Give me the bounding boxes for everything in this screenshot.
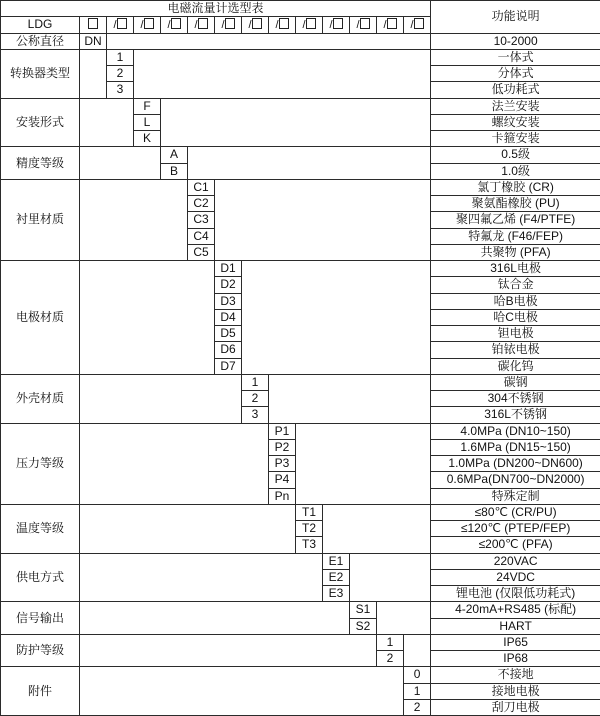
desc-cell: 螺纹安装 (431, 114, 600, 130)
desc-cell: 碳化钨 (431, 358, 600, 374)
category-label-pressure-class: 压力等级 (1, 423, 80, 504)
desc-cell: ≤80℃ (CR/PU) (431, 504, 600, 520)
code-slot-cell (350, 17, 377, 33)
checkbox-icon (144, 18, 154, 29)
code-cell: 1 (242, 374, 269, 390)
code-cell: 1 (107, 49, 134, 65)
spacer-cell (80, 423, 269, 504)
category-label-signal-output: 信号输出 (1, 602, 80, 635)
checkbox-icon (198, 18, 208, 29)
category-label-power-supply: 供电方式 (1, 553, 80, 602)
desc-cell: 法兰安装 (431, 98, 600, 114)
slash-prefix: / (275, 18, 279, 31)
model-code-label: LDG (1, 17, 80, 33)
spacer-cell (134, 49, 431, 98)
code-cell: C4 (188, 228, 215, 244)
desc-cell: 哈B电极 (431, 293, 600, 309)
code-cell: C1 (188, 179, 215, 195)
code-cell: D4 (215, 309, 242, 325)
spacer-cell (80, 504, 296, 553)
desc-cell: 316L不锈钢 (431, 407, 600, 423)
desc-cell: 304不锈钢 (431, 391, 600, 407)
table-row (1, 423, 600, 439)
slash-prefix: / (140, 18, 144, 31)
table-row (1, 147, 600, 163)
spacer-cell (107, 33, 431, 49)
spacer-cell (80, 49, 107, 98)
spacer-cell (377, 602, 431, 635)
spacer-cell (80, 179, 188, 260)
code-slot-cell (134, 17, 161, 33)
code-cell: 2 (242, 391, 269, 407)
checkbox-icon (252, 18, 262, 29)
table-title: 电磁流量计选型表 (1, 1, 431, 17)
slash-prefix: / (221, 18, 225, 31)
checkbox-icon (360, 18, 370, 29)
code-cell: D1 (215, 261, 242, 277)
desc-cell: 聚氨酯橡胶 (PU) (431, 196, 600, 212)
title-row (1, 1, 600, 17)
code-slot-cell (323, 17, 350, 33)
spacer-cell (80, 147, 161, 180)
spacer-cell (80, 374, 242, 423)
code-cell: 0 (404, 667, 431, 683)
category-label-lining-material: 衬里材质 (1, 179, 80, 260)
desc-cell: IP68 (431, 651, 600, 667)
code-slot-cell (269, 17, 296, 33)
table-row (1, 602, 600, 618)
category-label-temperature-class: 温度等级 (1, 504, 80, 553)
desc-cell: 钛合金 (431, 277, 600, 293)
desc-cell: 聚四氟乙烯 (F4/PTFE) (431, 212, 600, 228)
desc-cell: 特氟龙 (F46/FEP) (431, 228, 600, 244)
desc-cell: 铂铱电极 (431, 342, 600, 358)
code-cell: T2 (296, 521, 323, 537)
desc-cell: 哈C电极 (431, 309, 600, 325)
code-cell: C5 (188, 244, 215, 260)
code-slot-cell (188, 17, 215, 33)
desc-cell: 316L电极 (431, 261, 600, 277)
table-row (1, 179, 600, 195)
checkbox-icon (414, 18, 424, 29)
spacer-cell (188, 147, 431, 180)
spacer-cell (404, 634, 431, 667)
spacer-cell (80, 553, 323, 602)
code-cell: C2 (188, 196, 215, 212)
table-row (1, 98, 600, 114)
table-row (1, 33, 600, 49)
spacer-cell (80, 667, 404, 716)
code-cell: F (134, 98, 161, 114)
category-label-converter-type: 转换器类型 (1, 49, 80, 98)
code-cell: D7 (215, 358, 242, 374)
checkbox-icon (88, 18, 98, 29)
slash-prefix: / (383, 18, 387, 31)
desc-cell: 一体式 (431, 49, 600, 65)
desc-cell: 特殊定制 (431, 488, 600, 504)
category-label-accessories: 附件 (1, 667, 80, 716)
desc-cell: 分体式 (431, 66, 600, 82)
code-slot-cell (80, 17, 107, 33)
spacer-cell (80, 261, 215, 375)
table-row (1, 553, 600, 569)
code-cell: S1 (350, 602, 377, 618)
code-cell: 2 (404, 699, 431, 715)
checkbox-icon (171, 18, 181, 29)
code-cell: 1 (377, 634, 404, 650)
slash-prefix: / (113, 18, 117, 31)
code-cell: L (134, 114, 161, 130)
slash-prefix: / (248, 18, 252, 31)
checkbox-icon (333, 18, 343, 29)
checkbox-icon (387, 18, 397, 29)
desc-cell: 4.0MPa (DN10~150) (431, 423, 600, 439)
slash-prefix: / (410, 18, 414, 31)
desc-cell: IP65 (431, 634, 600, 650)
checkbox-icon (279, 18, 289, 29)
code-cell: P1 (269, 423, 296, 439)
desc-cell: 低功耗式 (431, 82, 600, 98)
desc-cell: 0.6MPa(DN700~DN2000) (431, 472, 600, 488)
desc-cell: 0.5级 (431, 147, 600, 163)
code-cell: T1 (296, 504, 323, 520)
desc-cell: 卡箍安装 (431, 131, 600, 147)
slash-prefix: / (356, 18, 360, 31)
category-label-electrode-material: 电极材质 (1, 261, 80, 375)
slash-prefix: / (329, 18, 333, 31)
spacer-cell (242, 261, 431, 375)
code-cell: K (134, 131, 161, 147)
code-cell: 2 (107, 66, 134, 82)
desc-cell: 不接地 (431, 667, 600, 683)
desc-cell: 刮刀电极 (431, 699, 600, 715)
desc-cell: 1.0MPa (DN200~DN600) (431, 456, 600, 472)
code-cell: D6 (215, 342, 242, 358)
table-row (1, 667, 600, 683)
code-cell: DN (80, 33, 107, 49)
code-cell: 3 (107, 82, 134, 98)
spacer-cell (296, 423, 431, 504)
table-row (1, 374, 600, 390)
table-row (1, 504, 600, 520)
code-cell: 2 (377, 651, 404, 667)
code-cell: D5 (215, 326, 242, 342)
desc-cell: HART (431, 618, 600, 634)
checkbox-icon (117, 18, 127, 29)
desc-cell: 10-2000 (431, 33, 600, 49)
desc-cell: ≤120℃ (PTEP/FEP) (431, 521, 600, 537)
code-slot-cell (215, 17, 242, 33)
code-slot-cell (404, 17, 431, 33)
code-cell: Pn (269, 488, 296, 504)
code-cell: P3 (269, 456, 296, 472)
code-cell: P4 (269, 472, 296, 488)
code-cell: T3 (296, 537, 323, 553)
code-cell: E1 (323, 553, 350, 569)
code-cell: 3 (242, 407, 269, 423)
table-row (1, 634, 600, 650)
spacer-cell (80, 634, 377, 667)
checkbox-icon (306, 18, 316, 29)
code-cell: D2 (215, 277, 242, 293)
desc-cell: 共聚物 (PFA) (431, 244, 600, 260)
category-label-diameter: 公称直径 (1, 33, 80, 49)
spacer-cell (323, 504, 431, 553)
code-slot-cell (242, 17, 269, 33)
table-row (1, 261, 600, 277)
spacer-cell (215, 179, 431, 260)
code-slot-cell (161, 17, 188, 33)
desc-cell: 1.0级 (431, 163, 600, 179)
desc-cell: ≤200℃ (PFA) (431, 537, 600, 553)
code-cell: E2 (323, 569, 350, 585)
spacer-cell (80, 98, 134, 147)
category-label-installation-form: 安装形式 (1, 98, 80, 147)
category-label-housing-material: 外壳材质 (1, 374, 80, 423)
desc-cell: 接地电极 (431, 683, 600, 699)
slash-prefix: / (302, 18, 306, 31)
code-slot-cell (296, 17, 323, 33)
spacer-cell (350, 553, 431, 602)
slash-prefix: / (167, 18, 171, 31)
code-cell: P2 (269, 439, 296, 455)
spacer-cell (161, 98, 431, 147)
category-label-protection-class: 防护等级 (1, 634, 80, 667)
slash-prefix: / (194, 18, 198, 31)
code-cell: 1 (404, 683, 431, 699)
desc-cell: 钽电极 (431, 326, 600, 342)
code-slot-cell (107, 17, 134, 33)
code-cell: C3 (188, 212, 215, 228)
code-cell: A (161, 147, 188, 163)
code-cell: D3 (215, 293, 242, 309)
checkbox-icon (225, 18, 235, 29)
table-row (1, 49, 600, 65)
code-cell: B (161, 163, 188, 179)
desc-cell: 220VAC (431, 553, 600, 569)
desc-cell: 锂电池 (仅限低功耗式) (431, 586, 600, 602)
spacer-cell (80, 602, 350, 635)
desc-cell: 1.6MPa (DN15~150) (431, 439, 600, 455)
code-slot-cell (377, 17, 404, 33)
desc-cell: 氯丁橡胶 (CR) (431, 179, 600, 195)
category-label-accuracy-class: 精度等级 (1, 147, 80, 180)
code-cell: E3 (323, 586, 350, 602)
desc-cell: 24VDC (431, 569, 600, 585)
function-column-header: 功能说明 (431, 1, 600, 34)
desc-cell: 4-20mA+RS485 (标配) (431, 602, 600, 618)
spacer-cell (269, 374, 431, 423)
code-cell: S2 (350, 618, 377, 634)
desc-cell: 碳钢 (431, 374, 600, 390)
